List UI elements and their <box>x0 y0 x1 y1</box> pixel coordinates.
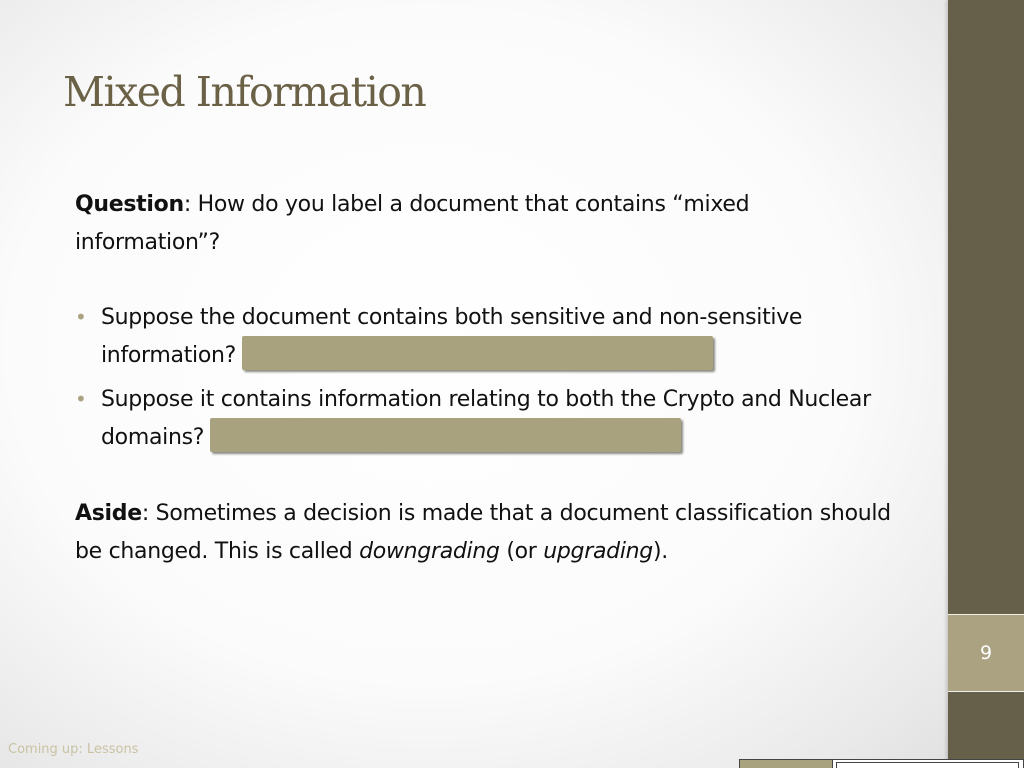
bullet-list <box>75 299 895 456</box>
bullet-text: Suppose the document contains both sensitive and non-sensitive information? <box>101 305 803 368</box>
slide-navigation-bar[interactable] <box>739 759 1024 768</box>
aside-emphasis-downgrading: downgrading <box>359 538 500 564</box>
bullet-text: Suppose it contains information relating to both the Crypto and Nuclear domains? <box>101 387 871 450</box>
question-paragraph <box>75 186 895 261</box>
page-number: 9 <box>948 614 1024 692</box>
footer-next-link[interactable]: Coming up: Lessons <box>8 742 139 757</box>
bullet-item-mixed-domains <box>75 381 895 456</box>
slide-body <box>75 186 895 570</box>
aside-text: : Sometimes a decision is made that a document classification should be changed. This is called <box>75 501 891 564</box>
aside-label: Aside <box>75 501 142 526</box>
slide-title: Mixed Information <box>63 68 426 116</box>
bullet-dot-icon: • <box>75 387 87 411</box>
bullet-item-mixed-sensitivity <box>75 299 895 374</box>
hidden-answer-box[interactable] <box>210 418 681 452</box>
bullet-dot-icon: • <box>75 305 87 329</box>
nav-segment[interactable] <box>740 760 833 768</box>
question-text: : How do you label a document that contains “mixed information”? <box>75 192 750 255</box>
aside-text-middle: (or <box>499 538 544 564</box>
nav-track[interactable] <box>836 762 1019 768</box>
hidden-answer-box[interactable] <box>242 336 713 370</box>
aside-paragraph <box>75 495 895 570</box>
question-label: Question <box>75 192 184 217</box>
aside-emphasis-upgrading: upgrading <box>543 538 653 564</box>
aside-text-end: ). <box>652 538 668 564</box>
